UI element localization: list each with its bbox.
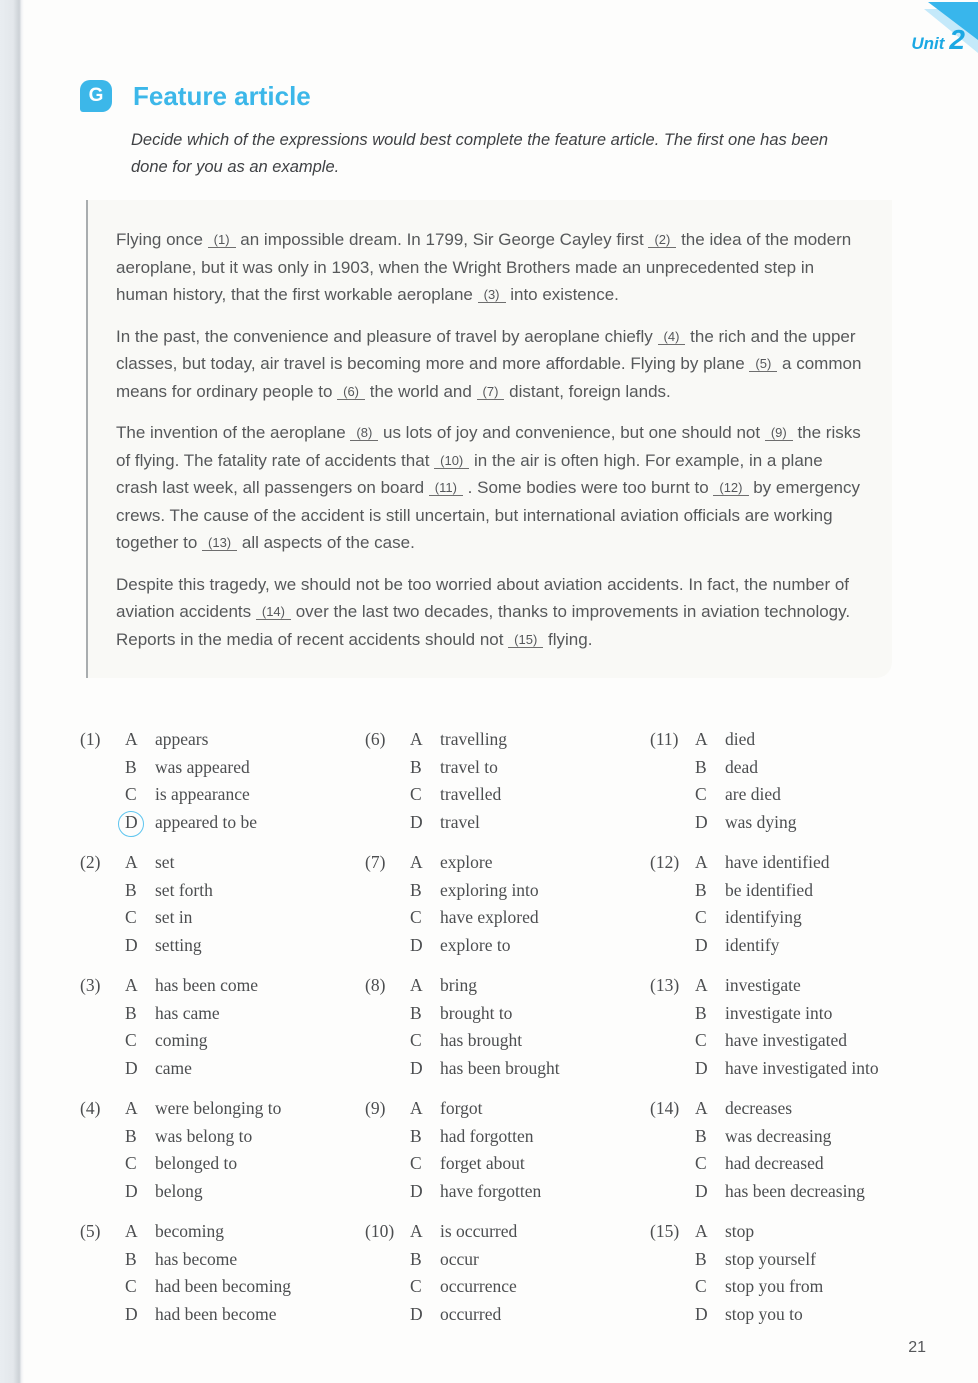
option-D <box>410 1301 650 1329</box>
option-B <box>410 1123 650 1151</box>
option-letter: A <box>410 1221 423 1241</box>
option-letter: B <box>410 1248 422 1269</box>
option-D <box>695 1301 960 1329</box>
passage-body <box>88 200 892 653</box>
options-list <box>695 1095 960 1205</box>
question-5 <box>80 1218 365 1328</box>
question-number: (1) <box>80 729 101 749</box>
option-letter: D <box>125 1180 138 1201</box>
options-list <box>410 1218 650 1328</box>
option-text: exploring into <box>440 879 539 900</box>
option-text: occur <box>440 1248 479 1269</box>
option-letter: D <box>695 811 708 832</box>
option-C <box>125 1273 365 1301</box>
option-text: was belong to <box>155 1125 253 1146</box>
options-list <box>410 849 650 959</box>
question-number: (10) <box>365 1221 395 1241</box>
question-12 <box>650 849 960 959</box>
option-A <box>410 849 650 877</box>
option-text: has been decreasing <box>725 1180 865 1201</box>
option-text: forgot <box>440 1098 483 1118</box>
passage-paragraph: Despite this tragedy, we should not be too worried about aviation accidents. In fact, the number of aviation accidents (14) over the last two decades, thanks to improvements in aviation technology. Reports in the media of recent accidents should not (15) flying. <box>116 574 851 649</box>
option-B <box>125 1123 365 1151</box>
option-B <box>695 1246 960 1274</box>
option-letter: D <box>125 1303 138 1324</box>
options-list <box>125 726 365 836</box>
option-text: occurred <box>440 1303 502 1324</box>
section-header <box>80 80 311 112</box>
options-list <box>125 972 365 1082</box>
option-text: be identified <box>725 879 813 900</box>
option-letter: B <box>695 756 707 777</box>
blank-9: (9) <box>765 425 793 441</box>
option-C <box>695 1150 960 1178</box>
option-C <box>410 1027 650 1055</box>
option-text: travelled <box>440 784 502 804</box>
option-letter: A <box>125 1221 138 1241</box>
option-B <box>125 1246 365 1274</box>
option-letter: A <box>695 729 708 749</box>
option-text: have explored <box>440 907 539 927</box>
option-letter: A <box>695 852 708 872</box>
option-text: belong <box>155 1180 203 1201</box>
folded-corner-icon <box>800 200 892 292</box>
option-A <box>410 972 650 1000</box>
blank-3: (3) <box>478 287 506 303</box>
option-D <box>125 809 365 837</box>
question-column <box>365 726 650 1341</box>
option-letter: C <box>410 1030 422 1050</box>
question-6 <box>365 726 650 836</box>
blank-11: (11) <box>429 480 463 496</box>
blank-4: (4) <box>658 329 686 345</box>
blank-8: (8) <box>350 425 378 441</box>
option-C <box>695 781 960 809</box>
option-text: set in <box>155 907 193 927</box>
option-D <box>410 809 650 837</box>
question-11 <box>650 726 960 836</box>
option-C <box>695 904 960 932</box>
question-number: (15) <box>650 1221 680 1241</box>
option-D <box>695 1178 960 1206</box>
blank-13: (13) <box>202 535 237 551</box>
unit-header <box>911 24 965 56</box>
blank-5: (5) <box>749 356 777 372</box>
question-number: (2) <box>80 852 101 872</box>
passage-paragraph: The invention of the aeroplane (8) us lots of joy and convenience, but one should not (9) the risks of flying. The fatality rate of accidents that (10) in the air is often high. For example, in a plane crash last week, all passengers on board (11) . Some bodies were too burnt to (12) by emergency crews. The cause of the accident is still uncertain, but international aviation officials are working together to (13) all aspects of the case. <box>116 423 861 552</box>
option-letter: A <box>410 729 423 749</box>
option-C <box>125 904 365 932</box>
option-letter: D <box>410 1303 423 1324</box>
option-text: died <box>725 729 756 749</box>
option-text: has been come <box>155 975 259 995</box>
blank-14: (14) <box>256 604 291 620</box>
option-D <box>695 932 960 960</box>
option-D <box>125 1055 365 1083</box>
option-letter: C <box>125 784 137 804</box>
option-letter: B <box>410 879 422 900</box>
option-A <box>125 1218 365 1246</box>
option-B <box>125 1000 365 1028</box>
option-A <box>410 1218 650 1246</box>
option-D <box>125 1178 365 1206</box>
option-text: appeared to be <box>155 811 258 832</box>
option-text: investigate <box>725 975 801 995</box>
option-A <box>695 1095 960 1123</box>
option-B <box>410 1000 650 1028</box>
option-text: had been becoming <box>155 1276 292 1296</box>
option-letter: C <box>695 1276 707 1296</box>
option-B <box>125 754 365 782</box>
option-letter: A <box>125 1098 138 1118</box>
options-list <box>695 972 960 1082</box>
option-text: have investigated <box>725 1030 847 1050</box>
question-15 <box>650 1218 960 1328</box>
question-number: (9) <box>365 1098 386 1118</box>
section-letter-badge: G <box>80 80 112 112</box>
option-text: set <box>155 852 175 872</box>
option-text: setting <box>155 934 202 955</box>
option-letter: C <box>410 1153 422 1173</box>
passage-panel <box>86 200 892 678</box>
options-list <box>695 849 960 959</box>
option-letter: B <box>410 1125 422 1146</box>
option-C <box>410 904 650 932</box>
option-text: identifying <box>725 907 802 927</box>
option-text: has came <box>155 1002 220 1023</box>
option-A <box>125 972 365 1000</box>
blank-7: (7) <box>477 384 505 400</box>
option-D <box>410 932 650 960</box>
options-list <box>125 1218 365 1328</box>
option-letter: C <box>695 1030 707 1050</box>
option-letter: B <box>125 1125 137 1146</box>
option-A <box>695 849 960 877</box>
option-text: have identified <box>725 852 830 872</box>
option-letter: C <box>125 907 137 927</box>
option-letter: B <box>125 879 137 900</box>
option-text: coming <box>155 1030 208 1050</box>
blank-15: (15) <box>508 632 543 648</box>
option-text: are died <box>725 784 781 804</box>
option-text: decreases <box>725 1098 793 1118</box>
option-C <box>125 1027 365 1055</box>
option-D <box>125 1301 365 1329</box>
question-number: (7) <box>365 852 386 872</box>
option-text: is occurred <box>440 1221 518 1241</box>
option-text: stop you from <box>725 1276 824 1296</box>
option-A <box>410 1095 650 1123</box>
options-list <box>695 726 960 836</box>
option-text: occurrence <box>440 1276 517 1296</box>
option-letter: C <box>695 1153 707 1173</box>
question-number: (3) <box>80 975 101 995</box>
option-C <box>410 1150 650 1178</box>
option-A <box>125 849 365 877</box>
option-B <box>695 877 960 905</box>
option-C <box>695 1273 960 1301</box>
option-D <box>695 1055 960 1083</box>
question-number: (14) <box>650 1098 680 1118</box>
option-text: were belonging to <box>155 1098 282 1118</box>
options-list <box>695 1218 960 1328</box>
instructions-text: Decide which of the expressions would best complete the feature article. The first one has been done for you as an example. <box>131 131 829 177</box>
option-letter: B <box>125 1002 137 1023</box>
option-letter: B <box>695 1002 707 1023</box>
option-letter: C <box>410 1276 422 1296</box>
option-text: bring <box>440 975 477 995</box>
question-13 <box>650 972 960 1082</box>
option-letter: A <box>125 852 138 872</box>
option-text: stop you to <box>725 1303 803 1324</box>
option-letter: B <box>695 1248 707 1269</box>
option-letter: A <box>410 1098 423 1118</box>
option-text: becoming <box>155 1221 225 1241</box>
option-D <box>125 932 365 960</box>
option-letter: D <box>695 934 708 955</box>
option-letter: C <box>695 784 707 804</box>
options-list <box>125 1095 365 1205</box>
options-list <box>410 726 650 836</box>
blank-2: (2) <box>648 232 676 248</box>
option-letter-circled-answer: D <box>125 809 155 837</box>
option-letter: D <box>125 1057 138 1078</box>
option-letter: C <box>410 784 422 804</box>
option-text: explore <box>440 852 493 872</box>
option-letter: A <box>695 975 708 995</box>
option-C <box>410 781 650 809</box>
option-letter: B <box>125 756 137 777</box>
option-B <box>410 754 650 782</box>
option-C <box>410 1273 650 1301</box>
option-text: travelling <box>440 729 508 749</box>
option-letter: C <box>695 907 707 927</box>
option-letter: D <box>695 1057 708 1078</box>
option-B <box>410 1246 650 1274</box>
questions-grid <box>80 726 960 1341</box>
option-text: identify <box>725 934 780 955</box>
option-text: has been brought <box>440 1057 560 1078</box>
option-letter: C <box>125 1030 137 1050</box>
option-D <box>695 809 960 837</box>
option-A <box>125 1095 365 1123</box>
option-text: set forth <box>155 879 213 900</box>
question-14 <box>650 1095 960 1205</box>
option-text: had been become <box>155 1303 277 1324</box>
option-letter: A <box>125 975 138 995</box>
passage-paragraph: Flying once (1) an impossible dream. In 1799, Sir George Cayley first (2) the idea of the modern aeroplane, but it was only in 1903, when the Wright Brothers made an unprecedented step in human history, that the first workable aeroplane (3) into existence. <box>116 230 852 304</box>
option-B <box>695 1000 960 1028</box>
option-text: has become <box>155 1248 238 1269</box>
page-number: 21 <box>908 1339 926 1356</box>
blank-1: (1) <box>208 232 236 248</box>
question-9 <box>365 1095 650 1205</box>
question-1 <box>80 726 365 836</box>
option-text: had decreased <box>725 1153 824 1173</box>
option-B <box>125 877 365 905</box>
question-number: (11) <box>650 729 679 749</box>
option-text: had forgotten <box>440 1125 534 1146</box>
book-spine-shadow <box>0 0 24 1383</box>
option-A <box>695 726 960 754</box>
option-letter: D <box>125 934 138 955</box>
question-number: (8) <box>365 975 386 995</box>
option-letter: A <box>695 1098 708 1118</box>
options-list <box>125 849 365 959</box>
option-C <box>695 1027 960 1055</box>
option-text: was dying <box>725 811 797 832</box>
option-B <box>410 877 650 905</box>
option-text: stop <box>725 1221 755 1241</box>
option-text: explore to <box>440 934 511 955</box>
option-text: dead <box>725 756 759 777</box>
option-text: have forgotten <box>440 1180 542 1201</box>
question-column <box>80 726 365 1341</box>
option-B <box>695 754 960 782</box>
option-letter: D <box>410 1057 423 1078</box>
question-3 <box>80 972 365 1082</box>
option-A <box>125 726 365 754</box>
option-letter: B <box>125 1248 137 1269</box>
question-2 <box>80 849 365 959</box>
option-text: brought to <box>440 1002 513 1023</box>
option-text: have investigated into <box>725 1057 879 1078</box>
option-C <box>125 781 365 809</box>
question-10 <box>365 1218 650 1328</box>
option-letter: C <box>125 1153 137 1173</box>
option-A <box>410 726 650 754</box>
question-4 <box>80 1095 365 1205</box>
option-letter: B <box>695 1125 707 1146</box>
question-7 <box>365 849 650 959</box>
option-letter: D <box>695 1303 708 1324</box>
unit-label: Unit <box>911 34 945 53</box>
option-A <box>695 1218 960 1246</box>
question-number: (13) <box>650 975 680 995</box>
option-letter: A <box>410 975 423 995</box>
option-B <box>695 1123 960 1151</box>
option-letter: D <box>410 934 423 955</box>
option-text: investigate into <box>725 1002 833 1023</box>
question-column <box>650 726 960 1341</box>
blank-6: (6) <box>337 384 365 400</box>
option-letter: B <box>695 879 707 900</box>
option-letter: A <box>125 729 138 749</box>
option-text: has brought <box>440 1030 523 1050</box>
option-letter: D <box>695 1180 708 1201</box>
option-C <box>125 1150 365 1178</box>
option-D <box>410 1178 650 1206</box>
option-letter: C <box>410 907 422 927</box>
option-D <box>410 1055 650 1083</box>
option-text: travel <box>440 811 480 832</box>
option-letter: B <box>410 1002 422 1023</box>
option-letter: A <box>695 1221 708 1241</box>
option-text: travel to <box>440 756 498 777</box>
question-number: (12) <box>650 852 680 872</box>
option-letter: D <box>410 1180 423 1201</box>
option-text: appears <box>155 729 209 749</box>
option-text: forget about <box>440 1153 525 1173</box>
options-list <box>410 972 650 1082</box>
option-A <box>695 972 960 1000</box>
option-text: was decreasing <box>725 1125 832 1146</box>
options-list <box>410 1095 650 1205</box>
question-8 <box>365 972 650 1082</box>
section-title: Feature article <box>133 80 311 111</box>
option-text: stop yourself <box>725 1248 816 1269</box>
unit-number: 2 <box>949 24 965 55</box>
option-text: came <box>155 1057 192 1078</box>
blank-10: (10) <box>434 453 469 469</box>
blank-12: (12) <box>713 480 748 496</box>
option-text: was appeared <box>155 756 250 777</box>
option-letter: C <box>125 1276 137 1296</box>
option-letter: B <box>410 756 422 777</box>
option-letter: D <box>410 811 423 832</box>
question-number: (5) <box>80 1221 101 1241</box>
question-number: (4) <box>80 1098 101 1118</box>
option-text: is appearance <box>155 784 250 804</box>
option-letter: A <box>410 852 423 872</box>
question-number: (6) <box>365 729 386 749</box>
option-text: belonged to <box>155 1153 238 1173</box>
passage-paragraph: In the past, the convenience and pleasure of travel by aeroplane chiefly (4) the rich and the upper classes, but today, air travel is becoming more and more affordable. Flying by plane (5) a common means for ordinary people to (6) the world and (7) distant, foreign lands. <box>116 326 862 401</box>
